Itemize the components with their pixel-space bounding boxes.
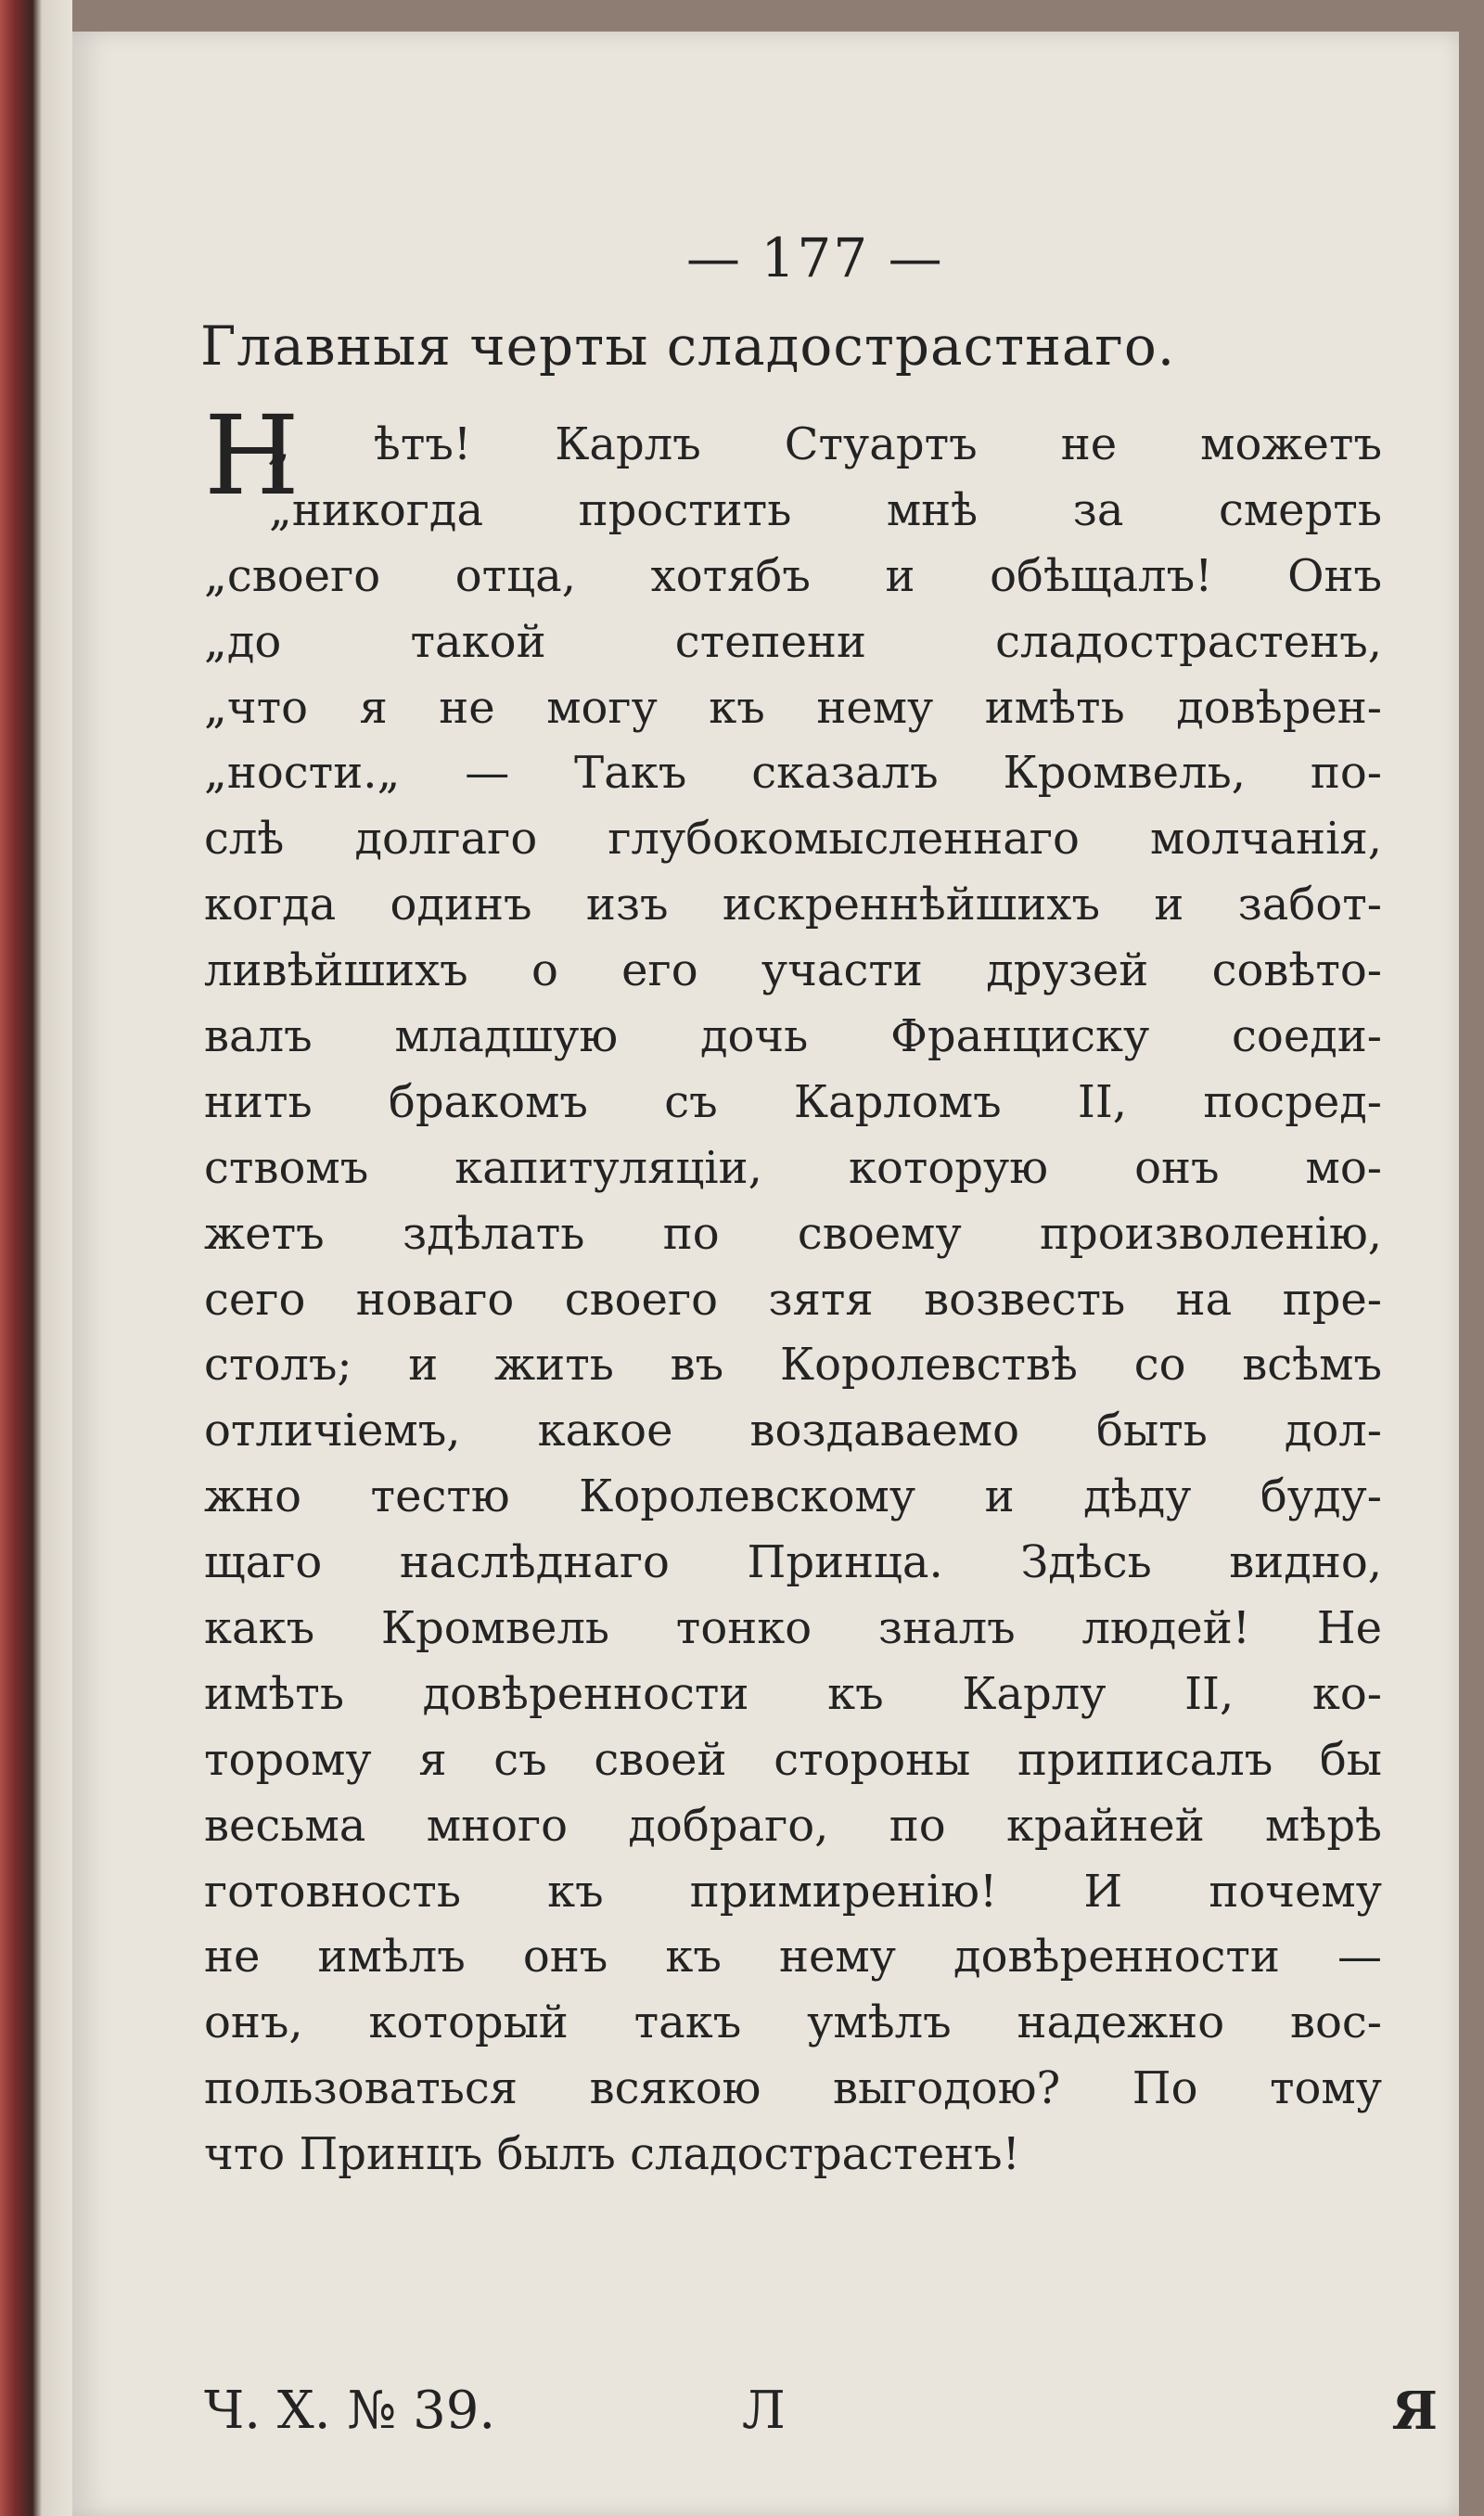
page-title: Главныя черты сладострастнаго. xyxy=(200,314,1176,378)
text-line: „ности.„ — Такъ сказалъ Кромвель, по- xyxy=(204,747,1382,800)
text-line: онъ, который такъ умѣлъ надежно вос- xyxy=(204,1996,1382,2049)
text-line: когда одинъ изъ искреннѣйшихъ и забот- xyxy=(204,879,1382,931)
sheet-letter: Л xyxy=(742,2381,786,2441)
text-line: не имѣлъ онъ къ нему довѣренности — xyxy=(204,1931,1382,1983)
text-line: ствомъ капитуляціи, которую онъ мо- xyxy=(204,1141,1382,1194)
first-line-text: „ ѣтъ! Карлъ Стуартъ не можетъ xyxy=(267,418,1382,470)
catchword: Я xyxy=(1391,2381,1438,2442)
text-line: жетъ здѣлать по своему произволенію, xyxy=(204,1207,1382,1260)
book-page xyxy=(72,32,1459,2516)
text-line: „никогда простить мнѣ за смерть xyxy=(269,483,1382,536)
text-line: весьма много добраго, по крайней мѣрѣ xyxy=(204,1799,1382,1852)
drop-cap: Н xyxy=(204,392,300,520)
text-line: слѣ долгаго глубокомысленнаго молчанія, xyxy=(204,813,1382,866)
text-line: „своего отца, хотябъ и обѣщалъ! Онъ xyxy=(204,549,1382,602)
text-line: торому я съ своей стороны приписалъ бы xyxy=(204,1733,1382,1786)
page-footer xyxy=(204,2381,1438,2450)
printer-signature: Ч. X. № 39. xyxy=(204,2381,496,2441)
text-line: пользоваться всякою выгодою? По тому xyxy=(204,2062,1382,2115)
text-line: столъ; и жить въ Королевствѣ со всѣмъ xyxy=(204,1339,1382,1392)
text-line: готовность къ примиренію! И почему xyxy=(204,1865,1382,1918)
book-spine-edge xyxy=(0,0,72,2516)
text-line: „до такой степени сладострастенъ, xyxy=(204,615,1382,668)
text-line: нить бракомъ съ Карломъ II, посред- xyxy=(204,1075,1382,1128)
text-line: щаго наслѣднаго Принца. Здѣсь видно, xyxy=(204,1536,1382,1589)
text-line: что Принцъ былъ сладострастенъ! xyxy=(204,2128,1020,2181)
text-line: какъ Кромвель тонко зналъ людей! Не xyxy=(204,1602,1382,1655)
text-line: имѣть довѣренности къ Карлу II, ко- xyxy=(204,1667,1382,1720)
text-line: жно тестю Королевскому и дѣду буду- xyxy=(204,1470,1382,1523)
text-line: сего новаго своего зятя возвесть на пре- xyxy=(204,1273,1382,1326)
text-line: ливѣйшихъ о его участи друзей совѣто- xyxy=(204,944,1382,997)
main-text-block xyxy=(204,392,1382,2188)
page-number: — 177 — xyxy=(686,226,944,289)
text-line: отличіемъ, какое воздаваемо быть дол- xyxy=(204,1405,1382,1457)
text-line: валъ младшую дочь Франциску соеди- xyxy=(204,1010,1382,1063)
text-line: „что я не могу къ нему имѣть довѣрен- xyxy=(204,681,1382,734)
